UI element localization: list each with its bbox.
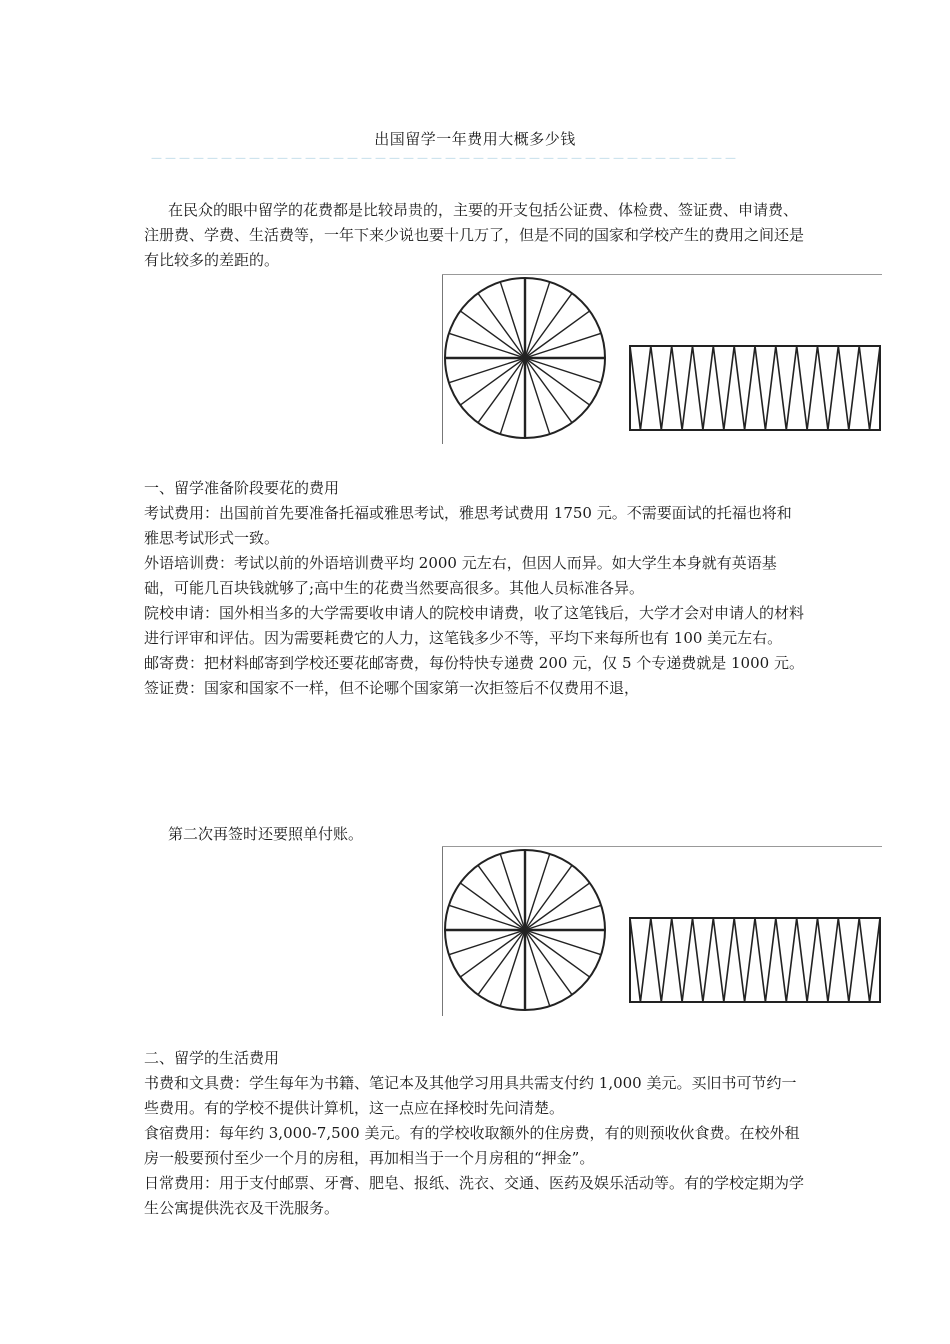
section-2-item-housing: 食宿费用：每年约 3,000-7,500 美元。有的学校收取额外的住房费，有的则预收伙食费。在校外租房一般要预付至少一个月的房租，再加相当于一个月房租的“押金”。 <box>144 1124 800 1167</box>
spoked-circle-icon <box>445 850 605 1010</box>
section-2-heading: 二、留学的生活费用 <box>144 1049 280 1067</box>
section-1-item-exam: 考试费用：出国前首先要准备托福或雅思考试，雅思考试费用 1750 元。不需要面试的托福也将和雅思考试形式一致。 <box>144 504 792 547</box>
visa-continuation: 第二次再签时还要照单付账。 <box>168 825 364 843</box>
continuation-block <box>144 822 806 847</box>
zigzag-box-icon <box>630 346 880 430</box>
section-1 <box>144 476 806 701</box>
intro-paragraph: 在民众的眼中留学的花费都是比较昂贵的，主要的开支包括公证费、体检费、签证费、申请费、注册费、学费、生活费等，一年下来少说也要十几万了，但是不同的国家和学校产生的费用之间还是有比较多的差距的。 <box>144 201 805 269</box>
section-1-item-training: 外语培训费：考试以前的外语培训费平均 2000 元左右，但因人而异。如大学生本身就有英语基础，可能几百块钱就够了;高中生的花费当然要高很多。其他人员标准各异。 <box>144 554 777 597</box>
section-1-item-application: 院校申请：国外相当多的大学需要收申请人的院校申请费，收了这笔钱后，大学才会对申请人的材料进行评审和评估。因为需要耗费它的人力，这笔钱多少不等，平均下来每所也有 100 美元左右。 <box>144 604 805 647</box>
figure-1-graphic <box>442 274 882 444</box>
intro-block <box>144 198 806 273</box>
section-2-item-daily: 日常费用：用于支付邮票、牙膏、肥皂、报纸、洗衣、交通、医药及娱乐活动等。有的学校定期为学生公寓提供洗衣及干洗服务。 <box>144 1174 805 1217</box>
title-divider: －－－－－－－－－－－－－－－－－－－－－－－－－－－－－－－－－－－－－－－－－－ <box>150 152 739 162</box>
section-1-heading: 一、留学准备阶段要花的费用 <box>144 479 340 497</box>
page-title: 出国留学一年费用大概多少钱 <box>374 130 576 148</box>
section-1-item-visa: 签证费：国家和国家不一样，但不论哪个国家第一次拒签后不仅费用不退， <box>144 679 640 697</box>
figure-1 <box>442 274 882 444</box>
spoked-circle-icon <box>445 278 605 438</box>
figure-2-graphic <box>442 846 882 1016</box>
section-1-item-postage: 邮寄费：把材料邮寄到学校还要花邮寄费，每份特快专递费 200 元，仅 5 个专递费就是 1000 元。 <box>144 654 804 672</box>
section-2 <box>144 1046 806 1221</box>
figure-2 <box>442 846 882 1016</box>
section-2-item-books: 书费和文具费：学生每年为书籍、笔记本及其他学习用具共需支付约 1,000 美元。买旧书可节约一些费用。有的学校不提供计算机，这一点应在择校时先问清楚。 <box>144 1074 797 1117</box>
zigzag-box-icon <box>630 918 880 1002</box>
